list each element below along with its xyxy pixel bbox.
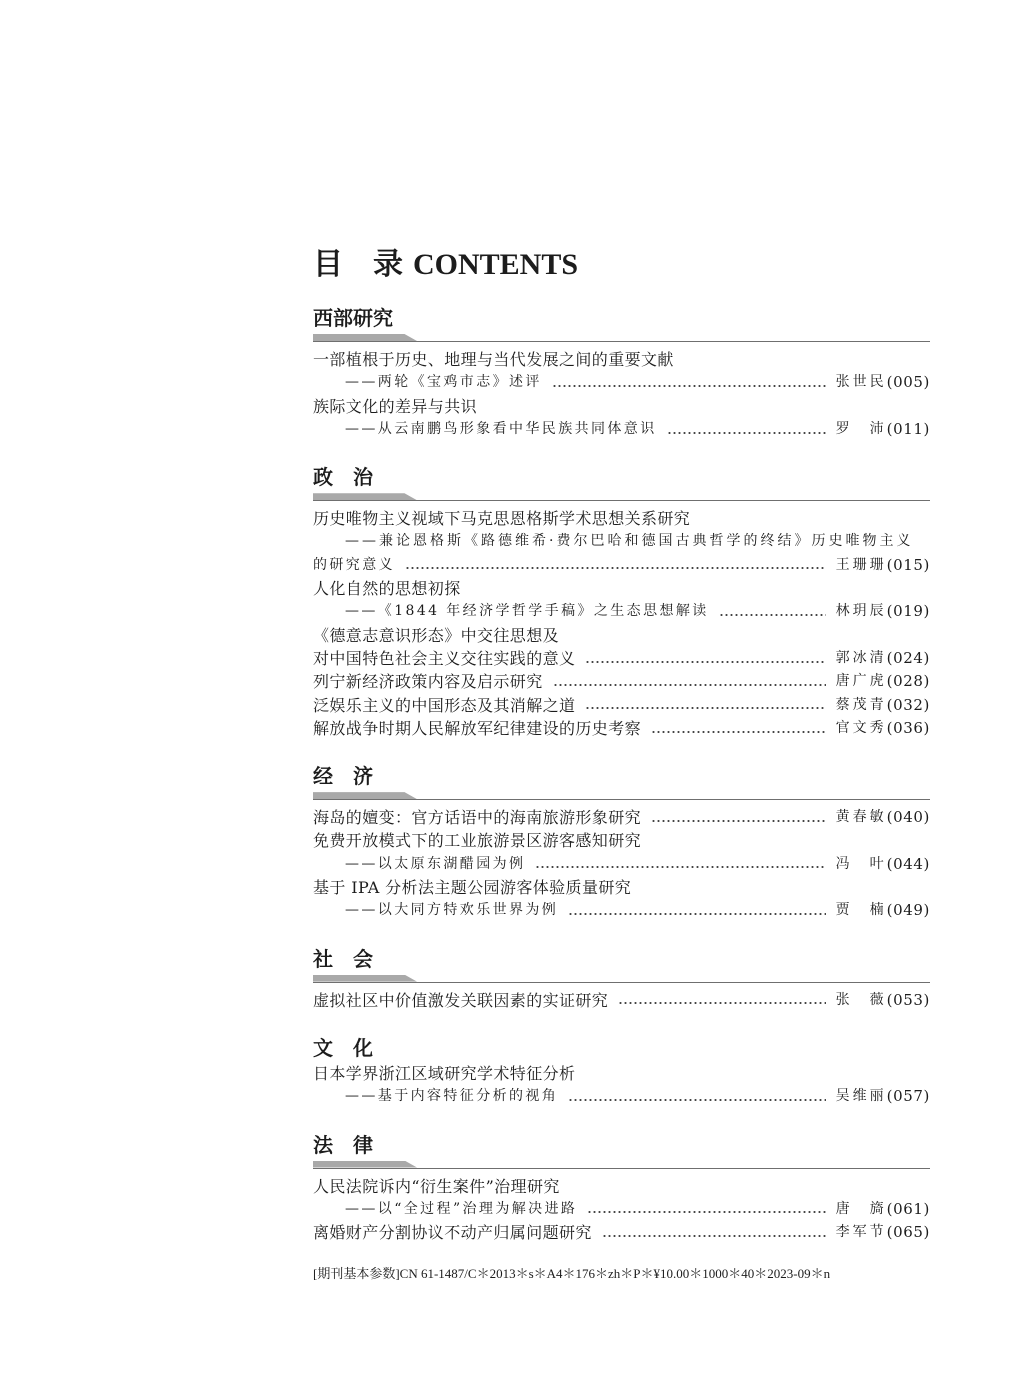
entry-title: 人化自然的思想初探	[313, 579, 461, 599]
entry-subtitle: ——基于内容特征分析的视角	[345, 1088, 559, 1105]
entry-page: (015)	[886, 555, 930, 574]
entry-title: 列宁新经济政策内容及启示研究	[313, 672, 543, 692]
entry-author: 罗 沛	[835, 420, 887, 437]
entry-author: 李军节	[835, 1224, 887, 1241]
entry-title-continued: 对中国特色社会主义交往实践的意义	[313, 648, 576, 668]
entry-author: 冯 叶	[835, 855, 887, 872]
toc-entry	[313, 989, 930, 1012]
dot-leader	[719, 612, 826, 618]
entry-author: 王珊珊	[835, 556, 887, 573]
dot-leader	[651, 729, 826, 735]
entry-page: (028)	[886, 672, 930, 691]
entry-title: 离婚财产分割协议不动产归属问题研究	[313, 1223, 592, 1243]
section-entries	[313, 806, 930, 922]
section-heading: 政 治	[313, 465, 373, 490]
entry-author: 唐广虎	[835, 673, 887, 690]
entry-page: (057)	[886, 1087, 930, 1106]
toc-entry	[313, 1085, 930, 1108]
section-law	[313, 1132, 930, 1245]
entry-subtitle-continued: 的研究意义	[313, 556, 395, 573]
entry-subtitle: ——以太原东湖醋园为例	[345, 855, 526, 872]
entry-title: 一部植根于历史、地理与当代发展之间的重要文献	[313, 350, 674, 369]
toc-entry	[313, 395, 930, 418]
dot-leader	[552, 383, 826, 389]
dot-leader	[568, 1097, 825, 1103]
toc-entry	[313, 670, 930, 693]
page-title	[313, 248, 930, 282]
section-entries	[313, 507, 930, 740]
toc-entry	[313, 853, 930, 876]
entry-subtitle: ——从云南鹏鸟形象看中华民族共同体意识	[345, 420, 657, 437]
section-politics	[313, 464, 930, 740]
toc-entry	[313, 624, 930, 647]
dot-leader	[602, 1233, 826, 1239]
entry-author: 官文秀	[835, 719, 887, 736]
journal-parameters: [期刊基本参数]CN 61-1487/C＊2013＊s＊A4＊176＊zh＊P＊¥10.00＊1000＊40＊2023-09＊n	[313, 1265, 831, 1281]
entry-title: 解放战争时期人民解放军纪律建设的历史考察	[313, 718, 642, 738]
toc-entry	[313, 647, 930, 670]
section-entries	[313, 1062, 930, 1109]
dot-leader	[553, 682, 826, 688]
section-heading: 西部研究	[313, 306, 393, 330]
entry-page: (040)	[886, 808, 930, 827]
dot-leader	[568, 911, 825, 917]
page-title-cn: 目 录	[313, 248, 403, 281]
entry-page: (036)	[886, 718, 930, 737]
section-heading: 法 律	[313, 1132, 373, 1157]
entry-title: 海岛的嬗变：官方话语中的海南旅游形象研究	[313, 808, 642, 828]
entry-title: 虚拟社区中价值激发关联因素的实证研究	[313, 990, 609, 1010]
toc-entry	[313, 507, 930, 530]
toc-entry	[313, 717, 930, 740]
entry-title: 《德意志意识形态》中交往思想及	[313, 625, 560, 645]
section-rule	[313, 334, 930, 342]
entry-page: (011)	[886, 419, 930, 438]
dot-leader	[618, 1000, 825, 1006]
entry-title: 历史唯物主义视域下马克思恩格斯学术思想关系研究	[313, 509, 691, 529]
entry-page: (061)	[886, 1199, 930, 1218]
toc-entry	[313, 1198, 930, 1221]
entry-page: (019)	[886, 602, 930, 621]
dot-leader	[585, 659, 825, 665]
entry-author: 蔡茂青	[835, 696, 887, 713]
entry-subtitle: ——兼论恩格斯《路德维希·费尔巴哈和德国古典哲学的终结》历史唯物主义	[345, 533, 914, 550]
toc-entry	[313, 1175, 930, 1198]
toc-entry	[313, 806, 930, 829]
entry-subtitle: ——以大同方特欢乐世界为例	[345, 902, 559, 919]
entry-author: 贾 楠	[835, 902, 887, 919]
dot-leader	[585, 705, 825, 711]
toc-entry	[313, 829, 930, 852]
entry-author: 黄春敏	[835, 809, 887, 826]
toc-entry	[313, 1221, 930, 1244]
entry-author: 张世民	[835, 374, 887, 391]
entry-title: 族际文化的差异与共识	[313, 396, 478, 416]
entry-title: 人民法院诉内“衍生案件”治理研究	[313, 1176, 560, 1196]
section-heading: 经 济	[313, 764, 373, 789]
entry-subtitle: ——《1844 年经济学哲学手稿》之生态思想解读	[345, 603, 709, 620]
section-heading: 文 化	[313, 1035, 373, 1060]
entry-title: 日本学界浙江区域研究学术特征分析	[313, 1063, 576, 1083]
entry-subtitle: ——两轮《宝鸡市志》述评	[345, 374, 542, 391]
section-entries	[313, 348, 930, 441]
toc-entry	[313, 418, 930, 441]
dot-leader	[587, 1209, 825, 1215]
entry-page: (049)	[886, 901, 930, 920]
toc-entry	[313, 876, 930, 899]
dot-leader	[651, 818, 826, 824]
toc-entry	[313, 600, 930, 623]
toc-entry	[313, 694, 930, 717]
section-rule	[313, 493, 930, 501]
table-of-contents	[313, 248, 930, 1284]
entry-page: (005)	[886, 373, 930, 392]
dot-leader	[535, 864, 825, 870]
dot-leader	[405, 565, 826, 571]
section-rule	[313, 1161, 930, 1169]
entry-title: 基于 IPA 分析法主题公园游客体验质量研究	[313, 878, 632, 898]
section-rule	[313, 975, 930, 983]
section-entries	[313, 1175, 930, 1245]
toc-entry	[313, 530, 930, 553]
toc-entry	[313, 554, 930, 577]
toc-entry	[313, 348, 930, 371]
toc-entry	[313, 1062, 930, 1085]
section-society	[313, 946, 930, 1012]
toc-entry	[313, 371, 930, 394]
section-heading: 社 会	[313, 946, 373, 971]
entry-subtitle: ——以“全过程”治理为解决进路	[345, 1200, 578, 1217]
entry-page: (065)	[886, 1223, 930, 1242]
section-rule	[313, 792, 930, 800]
entry-page: (053)	[886, 990, 930, 1009]
section-culture	[313, 1035, 930, 1109]
toc-entry	[313, 899, 930, 922]
entry-author: 郭冰清	[835, 649, 887, 666]
entry-page: (032)	[886, 695, 930, 714]
entry-author: 张 薇	[835, 991, 887, 1008]
entry-author: 吴维丽	[835, 1088, 887, 1105]
dot-leader	[667, 430, 826, 436]
entry-author: 林玥辰	[835, 603, 887, 620]
entry-page: (024)	[886, 648, 930, 667]
entry-title: 免费开放模式下的工业旅游景区游客感知研究	[313, 831, 642, 851]
toc-entry	[313, 577, 930, 600]
section-western-studies	[313, 305, 930, 441]
entry-author: 唐 旖	[835, 1200, 887, 1217]
entry-title: 泛娱乐主义的中国形态及其消解之道	[313, 695, 576, 715]
page-title-en: CONTENTS	[413, 248, 579, 281]
section-entries	[313, 989, 930, 1012]
section-economy	[313, 763, 930, 922]
entry-page: (044)	[886, 854, 930, 873]
